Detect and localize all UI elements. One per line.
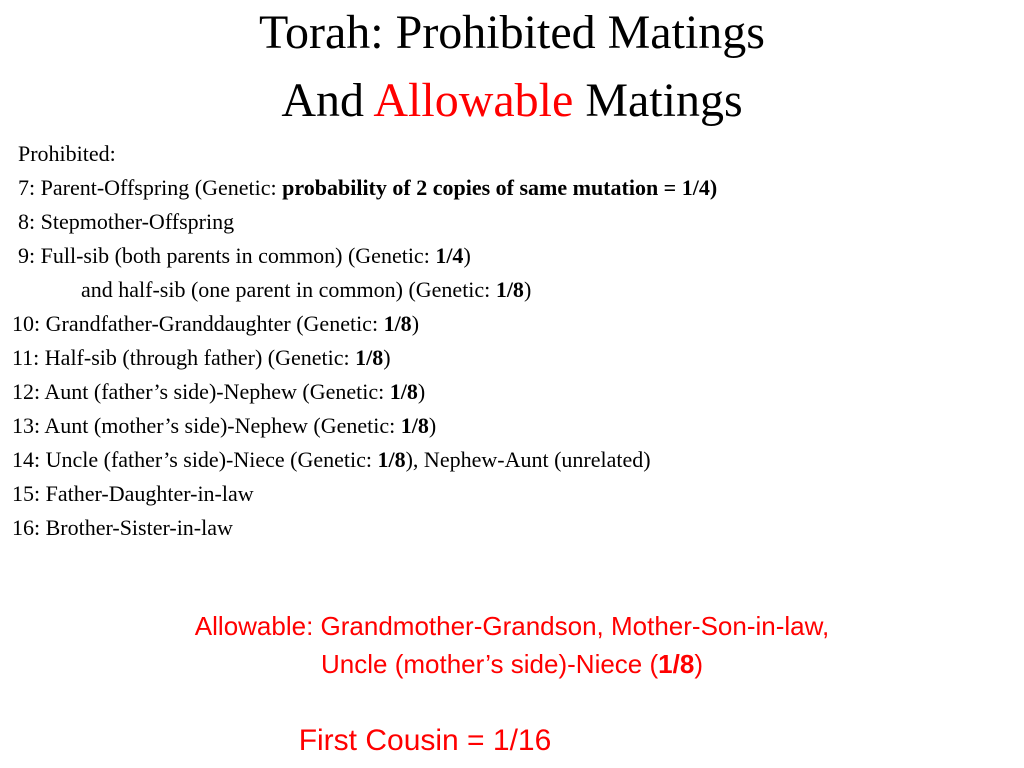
list-item-9 (18, 243, 471, 269)
list-item-13-probability: 1/8 (400, 413, 429, 438)
list-item-9b-probability: 1/8 (495, 277, 524, 302)
list-item-9b-close: ) (523, 277, 532, 302)
slide-title-line2 (0, 73, 1024, 129)
list-item-13-close: ) (428, 413, 437, 438)
allowable-line1: Allowable: Grandmother-Grandson, Mother-Son-in-law, (194, 611, 830, 641)
list-item-11 (12, 345, 391, 371)
allowable-line2 (0, 648, 1024, 680)
list-item-16: 16: Brother-Sister-in-law (12, 515, 233, 540)
list-item-9-probability: 1/4 (435, 243, 464, 268)
list-item-13-text: 13: Aunt (mother’s side)-Nephew (Genetic: (12, 413, 401, 438)
list-item-12 (12, 379, 425, 405)
allowable-line2-close: ) (694, 649, 703, 679)
list-item-13 (12, 413, 436, 439)
list-item-14-text: 14: Uncle (father’s side)-Niece (Genetic: (12, 447, 378, 472)
list-item-14 (12, 447, 651, 473)
list-item-14-probability: 1/8 (377, 447, 406, 472)
allowable-line2-text: Uncle (mother’s side)-Niece ( (321, 649, 659, 679)
title-matings: Matings (573, 74, 743, 127)
prohibited-heading: Prohibited: (18, 141, 116, 166)
list-item-11-text: 11: Half-sib (through father) (Genetic: (12, 345, 356, 370)
list-item-7 (18, 175, 717, 201)
list-item-10 (12, 311, 419, 337)
list-item-12-probability: 1/8 (389, 379, 418, 404)
list-item-11-probability: 1/8 (355, 345, 384, 370)
list-item-9b-text: and half-sib (one parent in common) (Genetic: (81, 277, 496, 302)
list-item-10-text: 10: Grandfather-Granddaughter (Genetic: (12, 311, 384, 336)
list-item-12-close: ) (417, 379, 426, 404)
first-cousin-note: First Cousin = 1/16 (298, 724, 552, 757)
title-allowable-word: Allowable (373, 74, 574, 127)
list-item-11-close: ) (383, 345, 391, 370)
list-item-15: 15: Father-Daughter-in-law (12, 481, 254, 506)
list-item-7-probability: probability of 2 copies of same mutation = 1/4) (282, 175, 718, 200)
list-item-14-close: ), Nephew-Aunt (unrelated) (405, 447, 651, 472)
slide-title-line1: Torah: Prohibited Matings (259, 6, 765, 59)
list-item-9-continued (81, 277, 531, 303)
list-item-7-text: 7: Parent-Offspring (Genetic: (18, 175, 283, 200)
list-item-12-text: 12: Aunt (father’s side)-Nephew (Genetic: (12, 379, 390, 404)
list-item-10-close: ) (411, 311, 420, 336)
list-item-9-close: ) (463, 243, 471, 268)
list-item-8: 8: Stepmother-Offspring (18, 209, 235, 234)
allowable-line2-probability: 1/8 (658, 649, 695, 679)
list-item-9-text: 9: Full-sib (both parents in common) (Genetic: (18, 243, 436, 268)
list-item-10-probability: 1/8 (383, 311, 412, 336)
title-and: And (281, 74, 374, 127)
